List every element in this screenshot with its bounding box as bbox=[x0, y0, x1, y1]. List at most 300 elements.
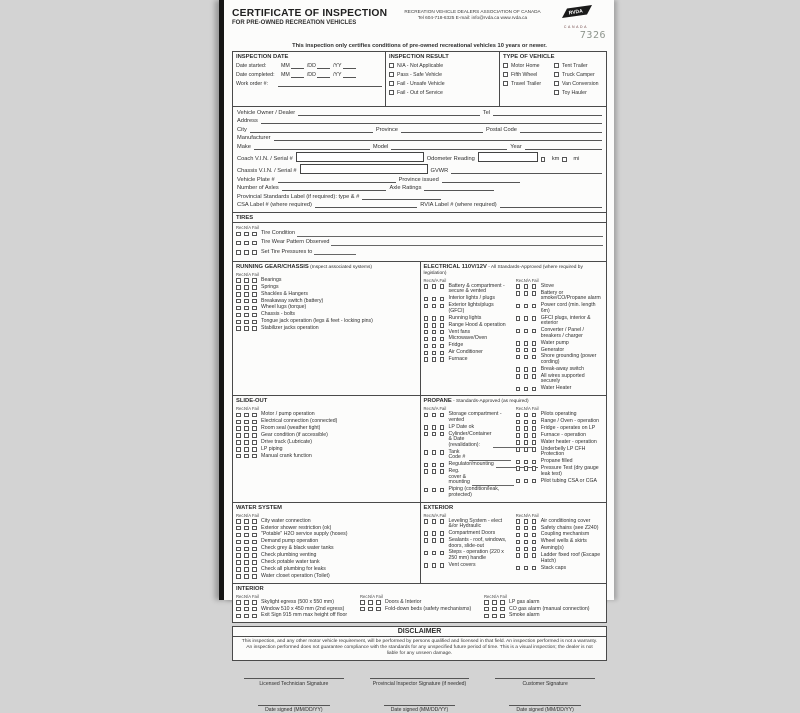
fail-checkbox[interactable] bbox=[532, 284, 537, 289]
rec-checkbox[interactable] bbox=[236, 440, 241, 445]
rec-checkbox[interactable] bbox=[424, 316, 429, 321]
fill-in-line[interactable] bbox=[493, 111, 602, 116]
fail-checkbox[interactable] bbox=[252, 440, 257, 445]
rec-checkbox[interactable] bbox=[424, 357, 429, 362]
fail-checkbox[interactable] bbox=[252, 614, 257, 619]
na-checkbox[interactable] bbox=[524, 540, 529, 545]
rec-checkbox[interactable] bbox=[424, 323, 429, 328]
rec-checkbox[interactable] bbox=[516, 367, 521, 372]
fail-checkbox[interactable] bbox=[440, 413, 445, 418]
rec-checkbox[interactable] bbox=[424, 330, 429, 335]
rec-checkbox[interactable] bbox=[236, 600, 241, 605]
fail-checkbox[interactable] bbox=[440, 469, 445, 474]
fail-checkbox[interactable] bbox=[532, 341, 537, 346]
na-checkbox[interactable] bbox=[244, 250, 249, 255]
fail-checkbox[interactable] bbox=[440, 316, 445, 321]
fail-checkbox[interactable] bbox=[532, 479, 537, 484]
na-checkbox[interactable] bbox=[524, 316, 529, 321]
fill-in-line[interactable] bbox=[331, 241, 603, 246]
fail-checkbox[interactable] bbox=[252, 519, 257, 524]
na-checkbox[interactable] bbox=[244, 526, 249, 531]
na-checkbox[interactable] bbox=[524, 547, 529, 552]
rec-checkbox[interactable] bbox=[516, 413, 521, 418]
fill-in-line[interactable] bbox=[254, 145, 370, 150]
input-box[interactable] bbox=[300, 164, 428, 174]
rec-checkbox[interactable] bbox=[424, 488, 429, 493]
vehicle-type-checkbox[interactable] bbox=[554, 90, 559, 95]
rec-checkbox[interactable] bbox=[236, 285, 241, 290]
date-fill-in-line[interactable] bbox=[317, 64, 330, 69]
rec-checkbox[interactable] bbox=[516, 426, 521, 431]
fail-checkbox[interactable] bbox=[440, 432, 445, 437]
na-checkbox[interactable] bbox=[432, 330, 437, 335]
fail-checkbox[interactable] bbox=[440, 357, 445, 362]
rec-checkbox[interactable] bbox=[236, 614, 241, 619]
na-checkbox[interactable] bbox=[524, 329, 529, 334]
na-checkbox[interactable] bbox=[432, 413, 437, 418]
rec-checkbox[interactable] bbox=[236, 553, 241, 558]
fill-in-line[interactable] bbox=[250, 128, 373, 133]
rec-checkbox[interactable] bbox=[516, 329, 521, 334]
mi-unit-checkbox[interactable] bbox=[562, 157, 567, 162]
rec-checkbox[interactable] bbox=[236, 241, 241, 246]
fail-checkbox[interactable] bbox=[440, 323, 445, 328]
na-checkbox[interactable] bbox=[244, 299, 249, 304]
fail-checkbox[interactable] bbox=[532, 540, 537, 545]
rec-checkbox[interactable] bbox=[516, 284, 521, 289]
rec-checkbox[interactable] bbox=[236, 519, 241, 524]
rec-checkbox[interactable] bbox=[516, 547, 521, 552]
na-checkbox[interactable] bbox=[524, 526, 529, 531]
na-checkbox[interactable] bbox=[244, 574, 249, 579]
vehicle-type-checkbox[interactable] bbox=[554, 63, 559, 68]
fail-checkbox[interactable] bbox=[532, 426, 537, 431]
fail-checkbox[interactable] bbox=[252, 560, 257, 565]
fill-in-line[interactable] bbox=[472, 481, 514, 486]
rec-checkbox[interactable] bbox=[516, 466, 521, 471]
fail-checkbox[interactable] bbox=[532, 433, 537, 438]
rec-checkbox[interactable] bbox=[516, 387, 521, 392]
rec-checkbox[interactable] bbox=[484, 614, 489, 619]
fill-in-line[interactable] bbox=[451, 169, 602, 174]
fail-checkbox[interactable] bbox=[440, 488, 445, 493]
na-checkbox[interactable] bbox=[368, 607, 373, 612]
rec-checkbox[interactable] bbox=[424, 463, 429, 468]
na-checkbox[interactable] bbox=[432, 316, 437, 321]
rec-checkbox[interactable] bbox=[424, 297, 429, 302]
fill-in-line[interactable] bbox=[391, 145, 507, 150]
fail-checkbox[interactable] bbox=[440, 330, 445, 335]
rec-checkbox[interactable] bbox=[236, 306, 241, 311]
na-checkbox[interactable] bbox=[244, 454, 249, 459]
na-checkbox[interactable] bbox=[244, 553, 249, 558]
rec-checkbox[interactable] bbox=[516, 553, 521, 558]
na-checkbox[interactable] bbox=[432, 531, 437, 536]
fill-in-line[interactable] bbox=[362, 195, 441, 200]
rec-checkbox[interactable] bbox=[424, 413, 429, 418]
na-checkbox[interactable] bbox=[524, 433, 529, 438]
fail-checkbox[interactable] bbox=[252, 600, 257, 605]
na-checkbox[interactable] bbox=[524, 348, 529, 353]
fail-checkbox[interactable] bbox=[252, 413, 257, 418]
fail-checkbox[interactable] bbox=[532, 447, 537, 452]
fill-in-line[interactable] bbox=[442, 178, 521, 183]
rec-checkbox[interactable] bbox=[236, 574, 241, 579]
signature-line[interactable] bbox=[370, 669, 470, 679]
fail-checkbox[interactable] bbox=[252, 313, 257, 318]
na-checkbox[interactable] bbox=[244, 306, 249, 311]
rec-checkbox[interactable] bbox=[424, 563, 429, 568]
rec-checkbox[interactable] bbox=[484, 600, 489, 605]
rec-checkbox[interactable] bbox=[236, 313, 241, 318]
na-checkbox[interactable] bbox=[432, 519, 437, 524]
fill-in-line[interactable] bbox=[274, 136, 602, 141]
fail-checkbox[interactable] bbox=[252, 278, 257, 283]
na-checkbox[interactable] bbox=[244, 440, 249, 445]
vehicle-type-checkbox[interactable] bbox=[503, 81, 508, 86]
fail-checkbox[interactable] bbox=[440, 538, 445, 543]
fail-checkbox[interactable] bbox=[252, 306, 257, 311]
na-checkbox[interactable] bbox=[432, 488, 437, 493]
rec-checkbox[interactable] bbox=[236, 426, 241, 431]
fail-checkbox[interactable] bbox=[252, 320, 257, 325]
fail-checkbox[interactable] bbox=[252, 553, 257, 558]
na-checkbox[interactable] bbox=[244, 413, 249, 418]
fail-checkbox[interactable] bbox=[252, 433, 257, 438]
rec-checkbox[interactable] bbox=[516, 355, 521, 360]
na-checkbox[interactable] bbox=[524, 284, 529, 289]
fill-in-line[interactable] bbox=[261, 119, 602, 124]
na-checkbox[interactable] bbox=[492, 607, 497, 612]
na-checkbox[interactable] bbox=[524, 420, 529, 425]
rec-checkbox[interactable] bbox=[516, 420, 521, 425]
fill-in-line[interactable] bbox=[297, 232, 603, 237]
fail-checkbox[interactable] bbox=[532, 566, 537, 571]
fail-checkbox[interactable] bbox=[500, 607, 505, 612]
fail-checkbox[interactable] bbox=[252, 547, 257, 552]
rec-checkbox[interactable] bbox=[516, 374, 521, 379]
rec-checkbox[interactable] bbox=[236, 326, 241, 331]
na-checkbox[interactable] bbox=[244, 607, 249, 612]
na-checkbox[interactable] bbox=[244, 540, 249, 545]
rec-checkbox[interactable] bbox=[424, 284, 429, 289]
rec-checkbox[interactable] bbox=[236, 526, 241, 531]
rec-checkbox[interactable] bbox=[236, 413, 241, 418]
vehicle-type-checkbox[interactable] bbox=[503, 72, 508, 77]
na-checkbox[interactable] bbox=[524, 566, 529, 571]
signature-line[interactable] bbox=[244, 669, 344, 679]
fill-in-line[interactable] bbox=[315, 203, 417, 208]
fail-checkbox[interactable] bbox=[440, 297, 445, 302]
na-checkbox[interactable] bbox=[432, 344, 437, 349]
fill-in-line[interactable] bbox=[424, 186, 494, 191]
fail-checkbox[interactable] bbox=[532, 466, 537, 471]
na-checkbox[interactable] bbox=[244, 600, 249, 605]
work-order-fill-in-line[interactable] bbox=[278, 82, 382, 87]
na-checkbox[interactable] bbox=[432, 432, 437, 437]
date-fill-in-line[interactable] bbox=[291, 73, 304, 78]
na-checkbox[interactable] bbox=[432, 351, 437, 356]
result-checkbox[interactable] bbox=[389, 90, 394, 95]
na-checkbox[interactable] bbox=[524, 553, 529, 558]
na-checkbox[interactable] bbox=[244, 547, 249, 552]
fail-checkbox[interactable] bbox=[440, 463, 445, 468]
na-checkbox[interactable] bbox=[432, 284, 437, 289]
rec-checkbox[interactable] bbox=[516, 440, 521, 445]
fail-checkbox[interactable] bbox=[440, 304, 445, 309]
na-checkbox[interactable] bbox=[244, 560, 249, 565]
rec-checkbox[interactable] bbox=[516, 460, 521, 465]
fill-in-line[interactable] bbox=[298, 111, 480, 116]
rec-checkbox[interactable] bbox=[516, 566, 521, 571]
na-checkbox[interactable] bbox=[432, 538, 437, 543]
rec-checkbox[interactable] bbox=[516, 316, 521, 321]
rec-checkbox[interactable] bbox=[236, 292, 241, 297]
fail-checkbox[interactable] bbox=[252, 420, 257, 425]
fail-checkbox[interactable] bbox=[440, 344, 445, 349]
fill-in-line[interactable] bbox=[314, 250, 356, 255]
result-checkbox[interactable] bbox=[389, 72, 394, 77]
rec-checkbox[interactable] bbox=[360, 607, 365, 612]
na-checkbox[interactable] bbox=[244, 313, 249, 318]
fail-checkbox[interactable] bbox=[532, 355, 537, 360]
fail-checkbox[interactable] bbox=[252, 285, 257, 290]
fail-checkbox[interactable] bbox=[532, 367, 537, 372]
na-checkbox[interactable] bbox=[244, 420, 249, 425]
rec-checkbox[interactable] bbox=[236, 299, 241, 304]
rec-checkbox[interactable] bbox=[424, 519, 429, 524]
na-checkbox[interactable] bbox=[524, 466, 529, 471]
result-checkbox[interactable] bbox=[389, 63, 394, 68]
na-checkbox[interactable] bbox=[432, 425, 437, 430]
na-checkbox[interactable] bbox=[244, 519, 249, 524]
fail-checkbox[interactable] bbox=[532, 304, 537, 309]
rec-checkbox[interactable] bbox=[516, 291, 521, 296]
rec-checkbox[interactable] bbox=[236, 320, 241, 325]
fail-checkbox[interactable] bbox=[252, 454, 257, 459]
rec-checkbox[interactable] bbox=[236, 420, 241, 425]
na-checkbox[interactable] bbox=[244, 278, 249, 283]
rec-checkbox[interactable] bbox=[424, 469, 429, 474]
fail-checkbox[interactable] bbox=[252, 292, 257, 297]
fail-checkbox[interactable] bbox=[532, 413, 537, 418]
na-checkbox[interactable] bbox=[524, 291, 529, 296]
fail-checkbox[interactable] bbox=[532, 329, 537, 334]
fail-checkbox[interactable] bbox=[252, 241, 257, 246]
rec-checkbox[interactable] bbox=[236, 278, 241, 283]
rec-checkbox[interactable] bbox=[424, 531, 429, 536]
rec-checkbox[interactable] bbox=[236, 540, 241, 545]
rec-checkbox[interactable] bbox=[236, 547, 241, 552]
date-signed-line[interactable] bbox=[509, 696, 581, 706]
na-checkbox[interactable] bbox=[524, 387, 529, 392]
rec-checkbox[interactable] bbox=[516, 341, 521, 346]
date-fill-in-line[interactable] bbox=[343, 64, 356, 69]
fail-checkbox[interactable] bbox=[252, 447, 257, 452]
vehicle-type-checkbox[interactable] bbox=[554, 72, 559, 77]
na-checkbox[interactable] bbox=[524, 519, 529, 524]
rec-checkbox[interactable] bbox=[424, 351, 429, 356]
rec-checkbox[interactable] bbox=[516, 479, 521, 484]
rec-checkbox[interactable] bbox=[236, 533, 241, 538]
fail-checkbox[interactable] bbox=[440, 425, 445, 430]
fail-checkbox[interactable] bbox=[532, 387, 537, 392]
na-checkbox[interactable] bbox=[524, 460, 529, 465]
rec-checkbox[interactable] bbox=[424, 432, 429, 437]
fail-checkbox[interactable] bbox=[532, 553, 537, 558]
fail-checkbox[interactable] bbox=[500, 600, 505, 605]
fail-checkbox[interactable] bbox=[532, 533, 537, 538]
na-checkbox[interactable] bbox=[524, 355, 529, 360]
date-fill-in-line[interactable] bbox=[317, 73, 330, 78]
rec-checkbox[interactable] bbox=[516, 348, 521, 353]
fill-in-line[interactable] bbox=[520, 128, 602, 133]
na-checkbox[interactable] bbox=[524, 341, 529, 346]
fill-in-line[interactable] bbox=[278, 178, 396, 183]
fail-checkbox[interactable] bbox=[532, 348, 537, 353]
rec-checkbox[interactable] bbox=[424, 344, 429, 349]
na-checkbox[interactable] bbox=[244, 433, 249, 438]
fail-checkbox[interactable] bbox=[500, 614, 505, 619]
km-unit-checkbox[interactable] bbox=[541, 157, 546, 162]
fail-checkbox[interactable] bbox=[532, 420, 537, 425]
rec-checkbox[interactable] bbox=[236, 560, 241, 565]
na-checkbox[interactable] bbox=[244, 292, 249, 297]
na-checkbox[interactable] bbox=[432, 357, 437, 362]
date-signed-line[interactable] bbox=[258, 696, 330, 706]
na-checkbox[interactable] bbox=[432, 551, 437, 556]
na-checkbox[interactable] bbox=[244, 232, 249, 237]
na-checkbox[interactable] bbox=[244, 447, 249, 452]
na-checkbox[interactable] bbox=[524, 479, 529, 484]
fail-checkbox[interactable] bbox=[376, 607, 381, 612]
na-checkbox[interactable] bbox=[244, 285, 249, 290]
rec-checkbox[interactable] bbox=[236, 567, 241, 572]
result-checkbox[interactable] bbox=[389, 81, 394, 86]
fill-in-line[interactable] bbox=[500, 203, 602, 208]
na-checkbox[interactable] bbox=[492, 600, 497, 605]
fail-checkbox[interactable] bbox=[440, 284, 445, 289]
fail-checkbox[interactable] bbox=[532, 316, 537, 321]
na-checkbox[interactable] bbox=[492, 614, 497, 619]
rec-checkbox[interactable] bbox=[424, 337, 429, 342]
rec-checkbox[interactable] bbox=[424, 450, 429, 455]
fail-checkbox[interactable] bbox=[440, 551, 445, 556]
na-checkbox[interactable] bbox=[524, 367, 529, 372]
fail-checkbox[interactable] bbox=[532, 291, 537, 296]
fill-in-line[interactable] bbox=[469, 456, 511, 461]
input-box[interactable] bbox=[296, 152, 424, 162]
na-checkbox[interactable] bbox=[524, 426, 529, 431]
rec-checkbox[interactable] bbox=[516, 433, 521, 438]
fail-checkbox[interactable] bbox=[252, 533, 257, 538]
rec-checkbox[interactable] bbox=[424, 304, 429, 309]
fail-checkbox[interactable] bbox=[440, 450, 445, 455]
rec-checkbox[interactable] bbox=[516, 540, 521, 545]
rec-checkbox[interactable] bbox=[236, 250, 241, 255]
date-signed-line[interactable] bbox=[384, 696, 456, 706]
date-fill-in-line[interactable] bbox=[291, 64, 304, 69]
na-checkbox[interactable] bbox=[432, 337, 437, 342]
na-checkbox[interactable] bbox=[432, 563, 437, 568]
fail-checkbox[interactable] bbox=[532, 374, 537, 379]
input-box[interactable] bbox=[478, 152, 538, 162]
fail-checkbox[interactable] bbox=[252, 250, 257, 255]
rec-checkbox[interactable] bbox=[236, 454, 241, 459]
fail-checkbox[interactable] bbox=[532, 526, 537, 531]
na-checkbox[interactable] bbox=[524, 413, 529, 418]
fail-checkbox[interactable] bbox=[252, 607, 257, 612]
rec-checkbox[interactable] bbox=[360, 600, 365, 605]
fail-checkbox[interactable] bbox=[440, 563, 445, 568]
na-checkbox[interactable] bbox=[244, 241, 249, 246]
na-checkbox[interactable] bbox=[432, 463, 437, 468]
fail-checkbox[interactable] bbox=[252, 540, 257, 545]
fail-checkbox[interactable] bbox=[532, 547, 537, 552]
na-checkbox[interactable] bbox=[524, 447, 529, 452]
na-checkbox[interactable] bbox=[432, 323, 437, 328]
date-fill-in-line[interactable] bbox=[343, 73, 356, 78]
rec-checkbox[interactable] bbox=[484, 607, 489, 612]
fail-checkbox[interactable] bbox=[252, 299, 257, 304]
na-checkbox[interactable] bbox=[244, 567, 249, 572]
fail-checkbox[interactable] bbox=[252, 526, 257, 531]
fail-checkbox[interactable] bbox=[252, 326, 257, 331]
na-checkbox[interactable] bbox=[244, 320, 249, 325]
na-checkbox[interactable] bbox=[244, 614, 249, 619]
na-checkbox[interactable] bbox=[524, 440, 529, 445]
fail-checkbox[interactable] bbox=[532, 519, 537, 524]
fail-checkbox[interactable] bbox=[252, 574, 257, 579]
fail-checkbox[interactable] bbox=[440, 351, 445, 356]
signature-line[interactable] bbox=[495, 669, 595, 679]
fail-checkbox[interactable] bbox=[252, 232, 257, 237]
na-checkbox[interactable] bbox=[524, 533, 529, 538]
rec-checkbox[interactable] bbox=[424, 538, 429, 543]
fail-checkbox[interactable] bbox=[440, 337, 445, 342]
na-checkbox[interactable] bbox=[432, 450, 437, 455]
fail-checkbox[interactable] bbox=[376, 600, 381, 605]
fail-checkbox[interactable] bbox=[252, 426, 257, 431]
na-checkbox[interactable] bbox=[524, 304, 529, 309]
rec-checkbox[interactable] bbox=[236, 607, 241, 612]
na-checkbox[interactable] bbox=[432, 304, 437, 309]
na-checkbox[interactable] bbox=[368, 600, 373, 605]
na-checkbox[interactable] bbox=[524, 374, 529, 379]
na-checkbox[interactable] bbox=[432, 297, 437, 302]
rec-checkbox[interactable] bbox=[424, 551, 429, 556]
fail-checkbox[interactable] bbox=[440, 519, 445, 524]
rec-checkbox[interactable] bbox=[516, 447, 521, 452]
fail-checkbox[interactable] bbox=[532, 460, 537, 465]
fill-in-line[interactable] bbox=[525, 145, 602, 150]
rec-checkbox[interactable] bbox=[236, 447, 241, 452]
na-checkbox[interactable] bbox=[244, 326, 249, 331]
na-checkbox[interactable] bbox=[244, 426, 249, 431]
vehicle-type-checkbox[interactable] bbox=[554, 81, 559, 86]
rec-checkbox[interactable] bbox=[424, 425, 429, 430]
fill-in-line[interactable] bbox=[401, 128, 483, 133]
rec-checkbox[interactable] bbox=[236, 433, 241, 438]
rec-checkbox[interactable] bbox=[516, 304, 521, 309]
na-checkbox[interactable] bbox=[432, 469, 437, 474]
rec-checkbox[interactable] bbox=[236, 232, 241, 237]
fail-checkbox[interactable] bbox=[252, 567, 257, 572]
rec-checkbox[interactable] bbox=[516, 526, 521, 531]
rec-checkbox[interactable] bbox=[516, 533, 521, 538]
vehicle-type-checkbox[interactable] bbox=[503, 63, 508, 68]
fill-in-line[interactable] bbox=[282, 186, 387, 191]
